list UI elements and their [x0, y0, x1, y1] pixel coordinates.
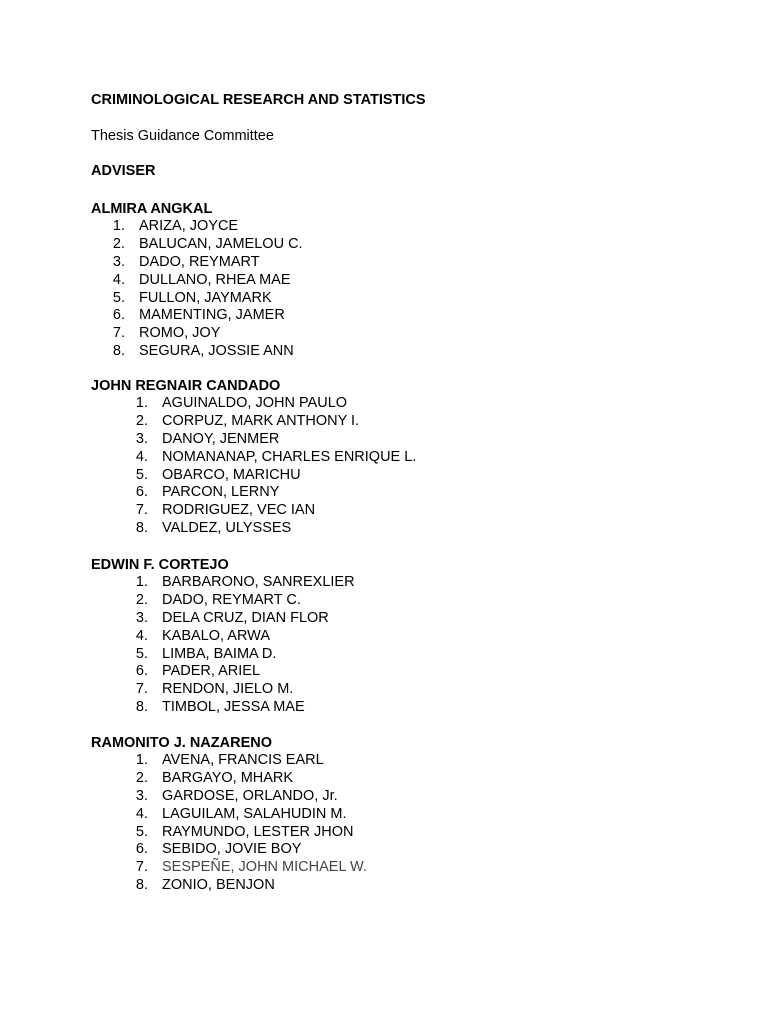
- adviser-group-2: [91, 377, 417, 538]
- member-name: CORPUZ, MARK ANTHONY I.: [162, 412, 360, 429]
- list-item: [91, 325, 221, 343]
- adviser-group-1: [91, 200, 303, 361]
- item-number: 3.: [135, 787, 148, 804]
- item-number: 3.: [112, 253, 125, 270]
- list-item: [91, 289, 272, 308]
- member-name: ARIZA, JOYCE: [139, 218, 239, 234]
- member-list: [91, 218, 303, 361]
- item-number: 6.: [135, 663, 148, 680]
- member-name: SESPEÑE, JOHN MICHAEL W.: [162, 859, 367, 876]
- member-name: NOMANANAP, CHARLES ENRIQUE L.: [162, 448, 417, 465]
- item-number: 6.: [135, 841, 148, 858]
- member-name: AVENA, FRANCIS EARL: [162, 752, 324, 768]
- item-number: 8.: [135, 699, 148, 716]
- item-number: 2.: [135, 591, 148, 608]
- member-name: BARBARONO, SANREXLIER: [162, 574, 355, 590]
- item-number: 8.: [135, 877, 148, 894]
- member-name: DULLANO, RHEA MAE: [139, 271, 291, 288]
- item-number: 2.: [135, 769, 148, 786]
- list-item: [91, 307, 285, 325]
- member-name: GARDOSE, ORLANDO, Jr.: [162, 787, 338, 804]
- list-item: [91, 663, 261, 681]
- list-item: [91, 787, 338, 806]
- list-item: [91, 805, 347, 824]
- list-item: [91, 877, 275, 895]
- item-number: 4.: [112, 271, 125, 288]
- member-name: RENDON, JIELO M.: [162, 681, 294, 698]
- member-name: DANOY, JENMER: [162, 430, 280, 447]
- list-item: [91, 681, 294, 699]
- list-item: [91, 235, 303, 254]
- member-name: TIMBOL, JESSA MAE: [162, 699, 305, 716]
- list-item: [91, 218, 239, 236]
- list-item: [91, 271, 291, 290]
- item-number: 7.: [135, 502, 148, 519]
- member-name: DADO, REYMART C.: [162, 591, 301, 608]
- list-item: [91, 466, 301, 485]
- item-number: 5.: [135, 645, 148, 662]
- member-name: BARGAYO, MHARK: [162, 769, 294, 786]
- list-item: [91, 502, 316, 520]
- item-number: 4.: [135, 448, 148, 465]
- adviser-group-4: [91, 734, 367, 895]
- list-item: [91, 823, 354, 842]
- item-number: 4.: [135, 627, 148, 644]
- member-name: FULLON, JAYMARK: [139, 289, 272, 306]
- member-list: [91, 752, 367, 895]
- list-item: [91, 574, 355, 592]
- adviser-name: EDWIN F. CORTEJO: [91, 557, 229, 573]
- list-item: [91, 859, 367, 877]
- item-number: 8.: [135, 520, 148, 537]
- member-list: [91, 574, 355, 717]
- list-item: [91, 609, 329, 628]
- list-item: [91, 448, 417, 467]
- item-number: 3.: [135, 430, 148, 447]
- member-name: SEBIDO, JOVIE BOY: [162, 841, 302, 858]
- member-name: RAYMUNDO, LESTER JHON: [162, 823, 354, 840]
- item-number: 1.: [135, 752, 148, 768]
- list-item: [91, 645, 277, 664]
- member-name: OBARCO, MARICHU: [162, 466, 301, 483]
- list-item: [91, 699, 305, 717]
- list-item: [91, 841, 302, 859]
- item-number: 2.: [135, 412, 148, 429]
- document-title: CRIMINOLOGICAL RESEARCH AND STATISTICS: [91, 92, 426, 108]
- member-name: ROMO, JOY: [139, 325, 221, 342]
- item-number: 8.: [112, 343, 125, 360]
- document-subtitle: Thesis Guidance Committee: [91, 128, 274, 144]
- member-name: PARCON, LERNY: [162, 484, 280, 501]
- list-item: [91, 431, 280, 449]
- member-name: MAMENTING, JAMER: [139, 307, 285, 324]
- adviser-heading: ADVISER: [91, 163, 156, 179]
- member-name: BALUCAN, JAMELOU C.: [139, 235, 303, 252]
- member-name: KABALO, ARWA: [162, 627, 270, 644]
- list-item: [91, 343, 294, 361]
- list-item: [91, 253, 260, 272]
- list-item: [91, 412, 360, 431]
- item-number: 5.: [135, 823, 148, 840]
- item-number: 6.: [135, 484, 148, 501]
- list-item: [91, 395, 348, 413]
- member-name: SEGURA, JOSSIE ANN: [139, 343, 294, 360]
- adviser-group-3: [91, 556, 355, 717]
- member-name: RODRIGUEZ, VEC IAN: [162, 502, 316, 519]
- list-item: [91, 627, 270, 646]
- member-name: ZONIO, BENJON: [162, 877, 275, 894]
- item-number: 1.: [135, 574, 148, 590]
- member-list: [91, 395, 417, 538]
- adviser-name: ALMIRA ANGKAL: [91, 201, 213, 217]
- item-number: 2.: [112, 235, 125, 252]
- list-item: [91, 591, 301, 610]
- adviser-name: RAMONITO J. NAZARENO: [91, 735, 272, 751]
- item-number: 1.: [112, 218, 125, 234]
- list-item: [91, 752, 324, 770]
- member-name: DADO, REYMART: [139, 253, 260, 270]
- item-number: 4.: [135, 805, 148, 822]
- item-number: 7.: [135, 681, 148, 698]
- list-item: [91, 769, 294, 788]
- item-number: 6.: [112, 307, 125, 324]
- item-number: 7.: [135, 859, 148, 876]
- member-name: PADER, ARIEL: [162, 663, 261, 680]
- item-number: 5.: [112, 289, 125, 306]
- adviser-name: JOHN REGNAIR CANDADO: [91, 378, 281, 394]
- list-item: [91, 484, 280, 502]
- member-name: LAGUILAM, SALAHUDIN M.: [162, 805, 347, 822]
- member-name: AGUINALDO, JOHN PAULO: [162, 395, 348, 411]
- member-name: DELA CRUZ, DIAN FLOR: [162, 609, 329, 626]
- item-number: 7.: [112, 325, 125, 342]
- item-number: 3.: [135, 609, 148, 626]
- member-name: VALDEZ, ULYSSES: [162, 520, 292, 537]
- member-name: LIMBA, BAIMA D.: [162, 645, 277, 662]
- list-item: [91, 520, 292, 538]
- item-number: 5.: [135, 466, 148, 483]
- item-number: 1.: [135, 395, 148, 411]
